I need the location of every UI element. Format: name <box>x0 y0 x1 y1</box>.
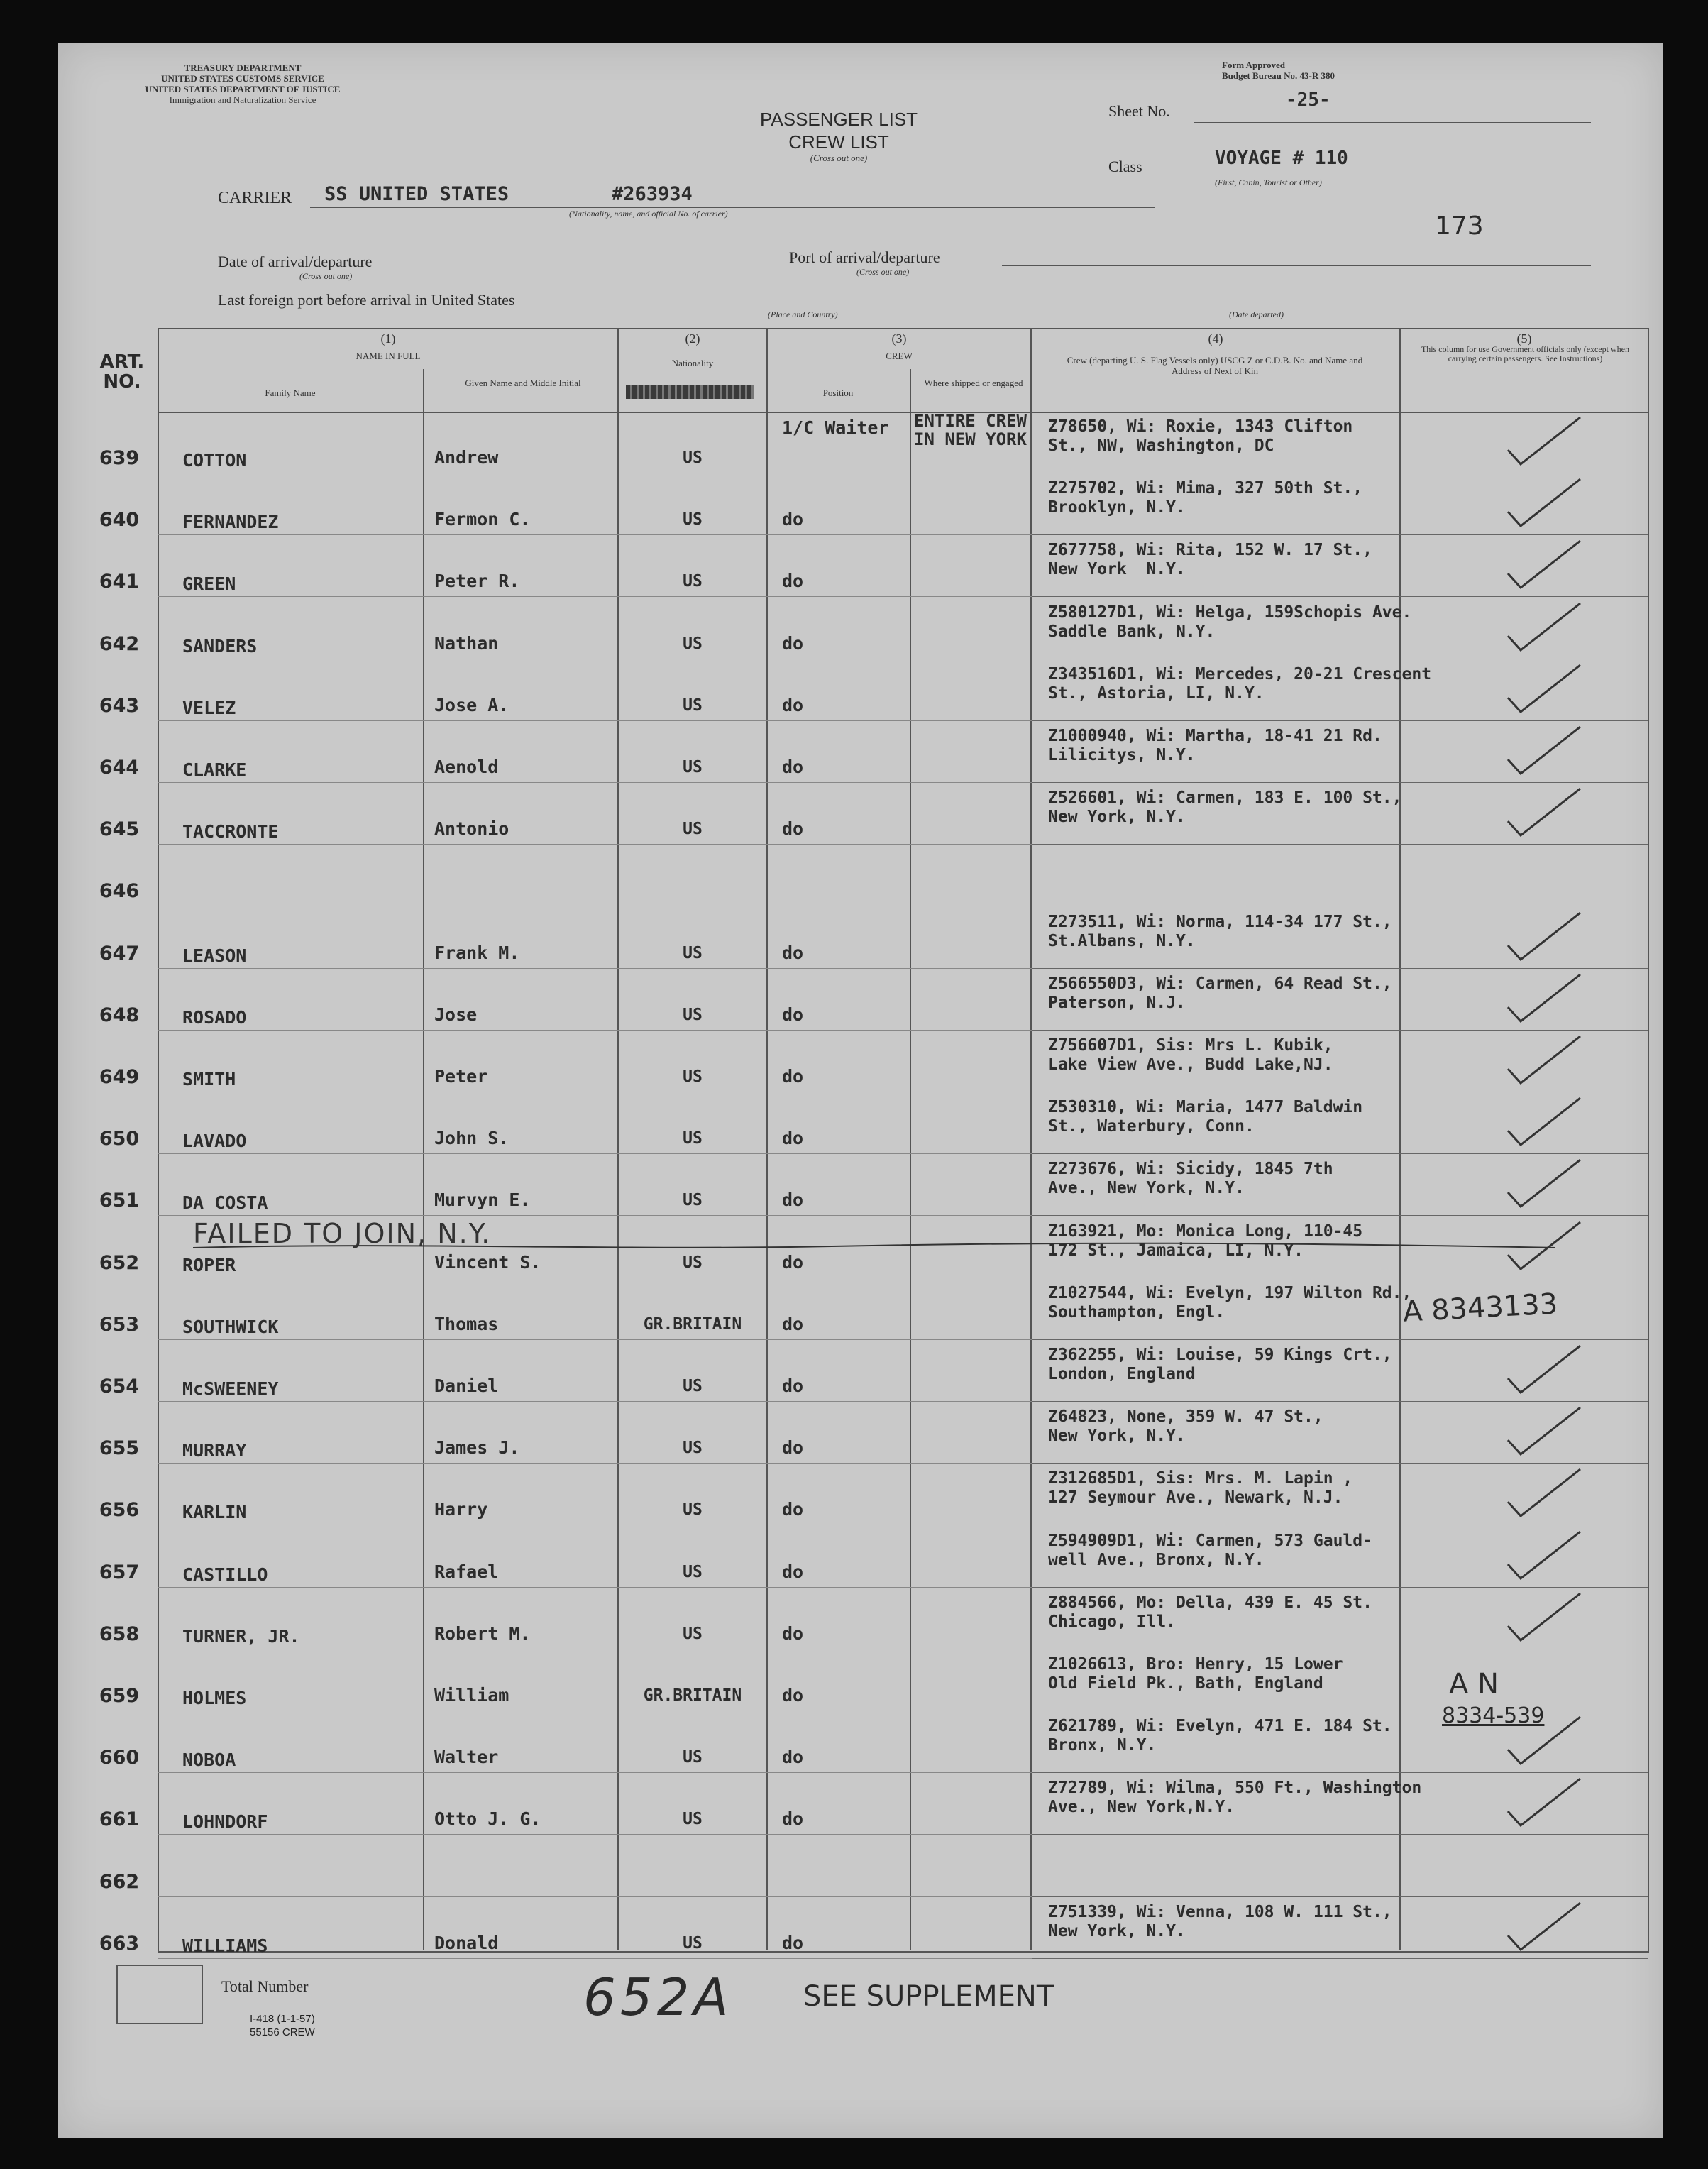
art-number: 649 <box>99 1066 140 1088</box>
family-name: CLARKE <box>182 759 247 780</box>
strike-through-line <box>193 1235 1555 1256</box>
table-row <box>58 1402 1663 1464</box>
table-row <box>58 783 1663 845</box>
date-arrival-note: (Cross out one) <box>299 271 353 281</box>
col3-title: CREW <box>886 351 913 361</box>
agency-line-1: TREASURY DEPARTMENT <box>184 62 302 73</box>
family-name: TURNER, JR. <box>182 1625 300 1647</box>
title-crew-list: CREW LIST <box>788 131 889 153</box>
nationality: GR.BRITAIN <box>643 1686 742 1705</box>
check-mark-icon <box>1502 784 1587 841</box>
given-name: Murvyn E. <box>434 1190 531 1211</box>
check-mark-icon <box>1502 1465 1587 1522</box>
col1-num: (1) <box>380 331 396 346</box>
position: do <box>782 1685 804 1706</box>
art-number: 658 <box>99 1622 140 1645</box>
given-name: Fermon C. <box>434 509 531 530</box>
family-name: CASTILLO <box>182 1564 268 1585</box>
date-arrival-label: Date of arrival/departure <box>218 253 373 270</box>
col5-title: This column for use Government officials only (except when carrying certain passengers. See Instructions) <box>1421 344 1630 363</box>
table-row <box>58 1649 1663 1711</box>
position: do <box>782 1932 804 1953</box>
art-number: 644 <box>99 757 140 779</box>
art-number: 655 <box>99 1437 140 1460</box>
next-of-kin: Z163921, Mo: Monica Long, 110-45 172 St., Jamaica, LI, N.Y. <box>1048 1221 1363 1260</box>
art-number: 659 <box>99 1685 140 1707</box>
nationality: GR.BRITAIN <box>643 1314 742 1334</box>
nationality: US <box>683 1253 703 1272</box>
nationality: US <box>683 1005 703 1024</box>
check-mark-icon <box>1502 1774 1587 1831</box>
nationality: US <box>683 449 703 467</box>
next-of-kin: Z273511, Wi: Norma, 114-34 177 St., St.Albans, N.Y. <box>1048 912 1392 950</box>
next-of-kin: Z580127D1, Wi: Helga, 159Schopis Ave. Saddle Bank, N.Y. <box>1048 603 1412 641</box>
family-name: SANDERS <box>182 635 258 657</box>
family-name: NOBOA <box>182 1750 236 1771</box>
table-row <box>58 659 1663 721</box>
form-approved <box>1222 60 1406 81</box>
given-name: Vincent S. <box>434 1251 541 1273</box>
art-number: 645 <box>99 818 140 841</box>
given-name: Walter <box>434 1747 499 1768</box>
nationality-struck-out <box>626 385 754 399</box>
art-number: 660 <box>99 1747 140 1769</box>
next-of-kin: Z1026613, Bro: Henry, 15 Lower Old Field Pk., Bath, England <box>1048 1655 1343 1693</box>
family-name: WILLIAMS <box>182 1935 268 1956</box>
given-name: Robert M. <box>434 1622 531 1644</box>
next-of-kin: Z275702, Wi: Mima, 327 50th St., Brooklyn, N.Y. <box>1048 479 1363 517</box>
family-name: ROPER <box>182 1254 236 1275</box>
sheet-number: -25- <box>1286 89 1330 111</box>
art-number: 647 <box>99 942 140 965</box>
next-of-kin: Z566550D3, Wi: Carmen, 64 Read St., Paterson, N.J. <box>1048 974 1392 1012</box>
position: do <box>782 1561 804 1582</box>
nationality: US <box>683 1810 703 1829</box>
next-of-kin: Z1027544, Wi: Evelyn, 197 Wilton Rd., Southampton, Engl. <box>1048 1283 1412 1322</box>
agency-line-4: Immigration and Naturalization Service <box>169 94 316 105</box>
table-row <box>58 1464 1663 1525</box>
form-title <box>697 108 981 163</box>
class-note: (First, Cabin, Tourist or Other) <box>1215 177 1322 187</box>
next-of-kin: Z677758, Wi: Rita, 152 W. 17 St., New York N.Y. <box>1048 541 1372 579</box>
given-name: Donald <box>434 1932 499 1953</box>
date-departed-note: (Date departed) <box>1229 309 1284 319</box>
position: do <box>782 757 804 777</box>
nationality: US <box>683 820 703 839</box>
given-name: Jose A. <box>434 694 509 715</box>
given-name: Peter <box>434 1066 488 1087</box>
next-of-kin: Z343516D1, Wi: Mercedes, 20-21 Crescent St., Astoria, LI, N.Y. <box>1048 664 1432 703</box>
nationality: US <box>683 696 703 715</box>
col2-num: (2) <box>685 331 700 346</box>
check-mark-icon <box>1502 723 1587 779</box>
art-no-header: ART. NO. <box>99 351 145 392</box>
next-of-kin: Z78650, Wi: Roxie, 1343 Clifton St., NW, Washington, DC <box>1048 417 1353 455</box>
given-name: Peter R. <box>434 571 520 592</box>
given-name: Daniel <box>434 1375 499 1396</box>
nationality: US <box>683 1500 703 1520</box>
given-name: Aenold <box>434 757 499 777</box>
position: do <box>782 1622 804 1644</box>
position: do <box>782 1066 804 1087</box>
given-name: James J. <box>434 1437 520 1459</box>
table-row <box>58 845 1663 906</box>
col1-title: NAME IN FULL <box>356 351 421 361</box>
position: do <box>782 1004 804 1025</box>
position: 1/C Waiter <box>782 417 889 438</box>
next-of-kin: Z756607D1, Sis: Mrs L. Kubik, Lake View Ave., Budd Lake,NJ. <box>1048 1036 1333 1074</box>
family-name: SOUTHWICK <box>182 1316 279 1337</box>
given-name: Jose <box>434 1004 478 1025</box>
given-name: William <box>434 1685 509 1706</box>
family-name: HOLMES <box>182 1688 247 1708</box>
check-mark-icon <box>1502 537 1587 593</box>
col3-num: (3) <box>891 331 907 346</box>
given-name: Thomas <box>434 1313 499 1334</box>
art-number: 663 <box>99 1932 140 1955</box>
carrier-value: SS UNITED STATES <box>324 183 509 205</box>
sheet-label: Sheet No. <box>1108 102 1170 120</box>
col3-position: Position <box>822 388 854 398</box>
next-of-kin: Z594909D1, Wi: Carmen, 573 Gauld- well Ave., Bronx, N.Y. <box>1048 1531 1372 1569</box>
handwritten-653: A 8343133 <box>1401 1287 1559 1329</box>
see-supplement: SEE SUPPLEMENT <box>803 1980 1054 2013</box>
check-mark-icon <box>1502 413 1587 470</box>
family-name: LOHNDORF <box>182 1811 268 1833</box>
art-number: 653 <box>99 1313 140 1336</box>
next-of-kin: Z751339, Wi: Venna, 108 W. 111 St., New York, N.Y. <box>1048 1902 1392 1940</box>
next-of-kin: Z362255, Wi: Louise, 59 Kings Crt., London, England <box>1048 1346 1392 1383</box>
table-row <box>58 1154 1663 1216</box>
family-name: KARLIN <box>182 1502 247 1523</box>
nationality: US <box>683 634 703 653</box>
check-mark-icon <box>1502 475 1587 532</box>
next-of-kin: Z72789, Wi: Wilma, 550 Ft., Washington Ave., New York,N.Y. <box>1048 1779 1422 1817</box>
table-row <box>58 721 1663 783</box>
family-name: VELEZ <box>182 697 236 718</box>
class-label: Class <box>1108 158 1142 175</box>
port-arrival-note: (Cross out one) <box>856 267 910 277</box>
last-port-label: Last foreign port before arrival in United States <box>218 291 515 309</box>
table-row <box>58 1588 1663 1649</box>
position: do <box>782 571 804 592</box>
agency-line-2: UNITED STATES CUSTOMS SERVICE <box>161 73 324 84</box>
failed-to-join-note: FAILED TO JOIN, N.Y. <box>193 1218 492 1249</box>
family-name: McSWEENEY <box>182 1378 279 1399</box>
col1-given: Given Name and Middle Initial <box>465 378 581 388</box>
position: do <box>782 1499 804 1520</box>
check-mark-icon <box>1502 970 1587 1027</box>
next-of-kin: Z312685D1, Sis: Mrs. M. Lapin , 127 Seymour Ave., Newark, N.J. <box>1048 1469 1353 1508</box>
next-of-kin: Z530310, Wi: Maria, 1477 Baldwin St., Waterbury, Conn. <box>1048 1098 1363 1136</box>
art-number: 656 <box>99 1499 140 1522</box>
nationality: US <box>683 572 703 591</box>
nationality: US <box>683 1377 703 1395</box>
title-passenger-list: PASSENGER LIST <box>759 109 918 130</box>
table-row <box>58 1897 1663 1959</box>
carrier-label: CARRIER <box>218 189 292 207</box>
next-of-kin: Z526601, Wi: Carmen, 183 E. 100 St., New York, N.Y. <box>1048 789 1402 827</box>
class-value: VOYAGE # 110 <box>1215 148 1348 169</box>
nationality: US <box>683 943 703 962</box>
carrier-official-no: #263934 <box>612 183 693 205</box>
next-of-kin: Z273676, Wi: Sicidy, 1845 7th Ave., New York, N.Y. <box>1048 1160 1333 1198</box>
family-name: SMITH <box>182 1069 236 1089</box>
given-name: Harry <box>434 1499 488 1520</box>
carrier-note: (Nationality, name, and official No. of carrier) <box>569 209 728 219</box>
check-mark-icon <box>1502 599 1587 656</box>
art-number: 640 <box>99 509 140 532</box>
check-mark-icon <box>1502 1589 1587 1646</box>
table-row <box>58 412 1663 473</box>
handwritten-652a: 652A <box>583 1967 733 2027</box>
agency-header <box>87 62 399 105</box>
art-number: 662 <box>99 1870 140 1893</box>
family-name: ROSADO <box>182 1006 247 1028</box>
given-name: Andrew <box>434 447 499 468</box>
next-of-kin: Z884566, Mo: Della, 439 E. 45 St. Chicago, Ill. <box>1048 1593 1372 1631</box>
family-name: COTTON <box>182 450 247 471</box>
crew-list-sheet <box>58 43 1663 2138</box>
nationality: US <box>683 1562 703 1581</box>
family-name: TACCRONTE <box>182 821 279 842</box>
title-note: (Cross out one) <box>810 153 868 163</box>
table-row <box>58 1031 1663 1092</box>
family-name: LEASON <box>182 945 247 966</box>
where-shipped: ENTIRE CREW IN NEW YORK <box>914 411 1027 449</box>
position: do <box>782 942 804 963</box>
table-row <box>58 1092 1663 1154</box>
art-number: 661 <box>99 1808 140 1831</box>
table-row <box>58 907 1663 969</box>
check-mark-icon <box>1502 1155 1587 1212</box>
nationality: US <box>683 1933 703 1953</box>
table-row <box>58 1711 1663 1773</box>
position: do <box>782 632 804 654</box>
family-name: LAVADO <box>182 1131 247 1152</box>
total-number-label: Total Number <box>221 1977 309 1995</box>
nationality: US <box>683 1191 703 1210</box>
agency-line-3: UNITED STATES DEPARTMENT OF JUSTICE <box>145 84 341 94</box>
crew-number: 55156 CREW <box>250 2026 315 2038</box>
position: do <box>782 1808 804 1830</box>
given-name: Rafael <box>434 1561 499 1582</box>
form-number: I-418 (1-1-57) <box>250 2013 315 2025</box>
check-mark-icon <box>1502 1527 1587 1584</box>
position: do <box>782 818 804 840</box>
art-number: 657 <box>99 1561 140 1583</box>
art-number: 641 <box>99 571 140 593</box>
stamp-number: 173 <box>1435 212 1484 241</box>
family-name: MURRAY <box>182 1440 247 1461</box>
table-row <box>58 1526 1663 1588</box>
col4-title: Crew (departing U. S. Flag Vessels only) USCG Z or C.D.B. No. and Name and Address of Next of Kin <box>1067 355 1363 376</box>
next-of-kin: Z64823, None, 359 W. 47 St., New York, N.Y. <box>1048 1407 1323 1446</box>
art-number: 646 <box>99 880 140 903</box>
next-of-kin: Z1000940, Wi: Martha, 18-41 21 Rd. Lilicitys, N.Y. <box>1048 727 1382 764</box>
col5-num: (5) <box>1516 331 1532 346</box>
position: do <box>782 1375 804 1396</box>
position: do <box>782 1437 804 1459</box>
art-number: 643 <box>99 694 140 717</box>
position: do <box>782 1251 804 1273</box>
handwritten-659-b: 8334-539 <box>1442 1703 1545 1728</box>
position: do <box>782 694 804 715</box>
given-name: Otto J. G. <box>434 1808 541 1830</box>
position: do <box>782 1190 804 1211</box>
table-row <box>58 1835 1663 1897</box>
next-of-kin: Z621789, Wi: Evelyn, 471 E. 184 St. Bronx, N.Y. <box>1048 1717 1392 1755</box>
check-mark-icon <box>1502 1403 1587 1460</box>
check-mark-icon <box>1502 661 1587 718</box>
table-row <box>58 969 1663 1031</box>
position: do <box>782 509 804 530</box>
art-number: 650 <box>99 1128 140 1151</box>
nationality: US <box>683 758 703 776</box>
col3-where: Where shipped or engaged <box>924 378 1023 388</box>
family-name: FERNANDEZ <box>182 512 279 533</box>
col4-num: (4) <box>1208 331 1223 346</box>
art-number: 642 <box>99 632 140 655</box>
family-name: GREEN <box>182 573 236 595</box>
nationality: US <box>683 510 703 529</box>
check-mark-icon <box>1502 1032 1587 1089</box>
family-name: DA COSTA <box>182 1192 268 1214</box>
nationality: US <box>683 1067 703 1086</box>
table-row <box>58 598 1663 659</box>
check-mark-icon <box>1502 1094 1587 1151</box>
table-row <box>58 473 1663 535</box>
art-number: 648 <box>99 1004 140 1026</box>
art-number: 654 <box>99 1375 140 1398</box>
nationality: US <box>683 1624 703 1643</box>
total-number-box <box>116 1965 203 2024</box>
check-mark-icon <box>1502 908 1587 965</box>
position: do <box>782 1313 804 1334</box>
nationality: US <box>683 1439 703 1458</box>
col1-family: Family Name <box>265 388 316 398</box>
place-note: (Place and Country) <box>768 309 838 319</box>
table-row <box>58 535 1663 597</box>
art-number: 652 <box>99 1251 140 1274</box>
port-arrival-label: Port of arrival/departure <box>789 248 940 266</box>
given-name: Antonio <box>434 818 509 840</box>
nationality: US <box>683 1748 703 1767</box>
table-row <box>58 1773 1663 1835</box>
art-number: 651 <box>99 1190 140 1212</box>
form-approved-line-2: Budget Bureau No. 43-R 380 <box>1222 70 1335 81</box>
nationality: US <box>683 1129 703 1148</box>
handwritten-659-a: A N <box>1449 1668 1499 1701</box>
given-name: John S. <box>434 1128 509 1149</box>
check-mark-icon <box>1502 1341 1587 1398</box>
form-approved-line-1: Form Approved <box>1222 60 1285 70</box>
position: do <box>782 1128 804 1149</box>
position: do <box>782 1747 804 1768</box>
given-name: Nathan <box>434 632 499 654</box>
check-mark-icon <box>1502 1899 1587 1955</box>
table-row <box>58 1340 1663 1402</box>
given-name: Frank M. <box>434 942 520 963</box>
art-number: 639 <box>99 447 140 469</box>
col2-title: Nationality <box>671 358 714 368</box>
